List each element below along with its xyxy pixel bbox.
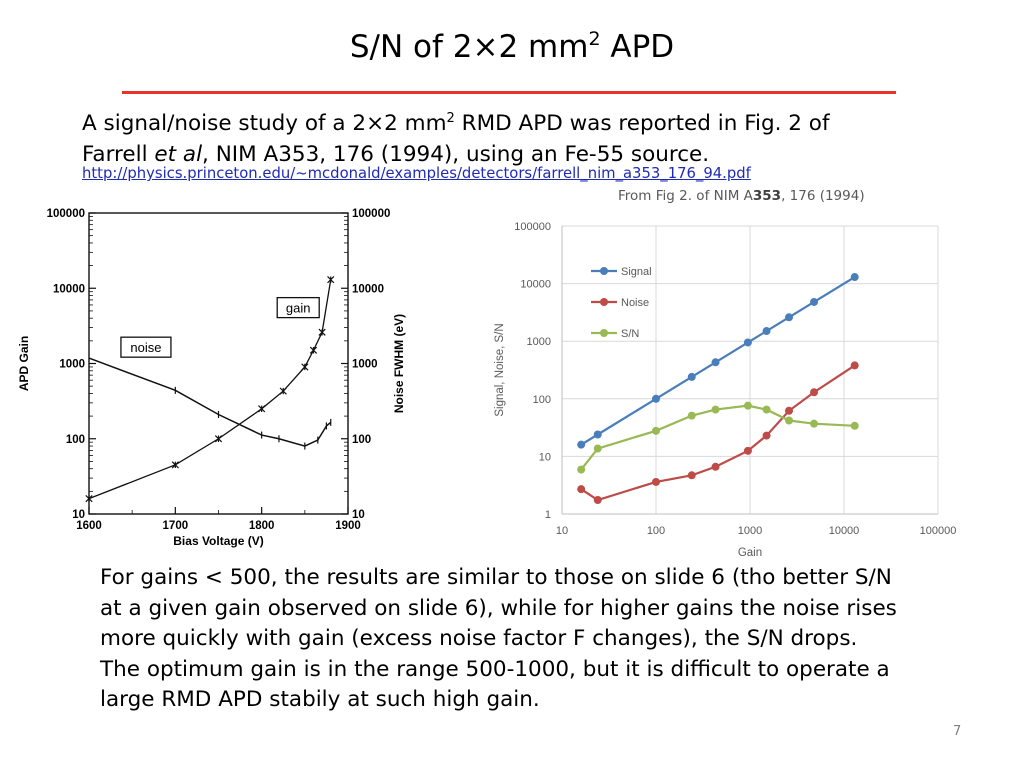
gain-data-point [215, 436, 221, 442]
noise-data-point [652, 478, 660, 486]
x-tick-label: 100000 [919, 525, 957, 537]
conclusion-paragraph-1: For gains < 500, the results are similar to those on slide 6 (tho better S/N at a given gain observed on slide 6), while for higher gains the noise rises more quickly with gain (excess noise factor F changes), the S/N drops. [100, 565, 897, 651]
conclusion-paragraph-2: The optimum gain is in the range 500-1000, but it is difficult to operate a large RMD APD stabily at such high gain. [100, 656, 890, 712]
y-axis-label: Signal, Noise, S/N [494, 323, 506, 417]
noise-data-point [744, 447, 752, 455]
noise-data-point [785, 407, 793, 415]
gain-data-point [302, 364, 308, 370]
y-tick-label-left: 1000 [59, 358, 85, 371]
noise-legend-label: Noise [621, 297, 650, 309]
figure-caption: From Fig 2. of NIM A353, 176 (1994) [618, 188, 865, 204]
y-tick-label: 1000 [526, 336, 551, 349]
signal-data-point [652, 395, 660, 403]
gain-data-point [280, 388, 286, 394]
gain-data-point [310, 347, 316, 353]
signal-data-point [594, 430, 602, 438]
noise-data-point [688, 471, 696, 479]
noise-data-point [712, 463, 720, 471]
x-tick-label: 1700 [162, 520, 189, 532]
s-n-legend-label: S/N [621, 328, 640, 340]
y-tick-label-right: 10000 [352, 283, 384, 296]
slide-title: S/N of 2×2 $mm^2$ APD [349, 28, 675, 65]
y-tick-label: 10 [538, 451, 551, 464]
x-axis-label: Bias Voltage (V) [173, 534, 264, 548]
gain-data-point [86, 495, 92, 501]
page-number: 7 [953, 724, 962, 739]
noise-legend-marker [600, 298, 608, 306]
gain-data-point [328, 276, 334, 282]
y-axis-label-right: Noise FWHM (eV) [392, 313, 406, 414]
y-tick-label-left: 10000 [53, 283, 85, 296]
signal-legend-label: Signal [621, 266, 652, 278]
noise-data-point [810, 388, 818, 396]
y-tick-label-left: 100000 [46, 208, 85, 220]
gain-data-point [172, 462, 178, 468]
s-n-legend-marker [600, 329, 608, 337]
reference-link[interactable]: http://physics.princeton.edu/~mcdonald/examples/detectors/farrell_nim_a353_176_94.pdf [82, 165, 751, 182]
s-n-data-point [810, 420, 818, 428]
conclusion-text [100, 563, 920, 716]
y-tick-label: 1 [544, 509, 551, 521]
x-tick-label: 100 [646, 525, 666, 537]
noise-data-point [763, 432, 771, 440]
x-axis-label: Gain [737, 547, 763, 559]
noise-curve [89, 358, 331, 446]
scanned-gain-noise-figure [10, 200, 410, 555]
noise-data-point [851, 361, 859, 369]
s-n-data-point [712, 406, 720, 414]
y-tick-label: 100 [532, 393, 551, 406]
y-tick-label-right: 1000 [352, 358, 378, 371]
signal-data-point [851, 273, 859, 281]
y-tick-label-right: 10 [352, 509, 365, 521]
signal-data-point [763, 327, 771, 335]
title-underline [122, 91, 896, 94]
gain-label: gain [285, 300, 311, 316]
signal-data-point [744, 338, 752, 346]
s-n-series-line [581, 406, 855, 470]
y-axis-label-left: APD Gain [17, 335, 31, 392]
s-n-data-point [577, 466, 585, 474]
noise-label: noise [130, 340, 162, 356]
signal-data-point [688, 373, 696, 381]
signal-data-point [577, 441, 585, 449]
s-n-data-point [688, 412, 696, 420]
signal-data-point [712, 358, 720, 366]
y-tick-label: 10000 [520, 278, 551, 291]
signal-legend-marker [600, 267, 608, 275]
noise-data-point [594, 496, 602, 504]
intro-text: A signal/noise study of a 2×2 $mm^2$ RMD APD was reported in Fig. 2 of Farrell et al, NIM A353, 176 (1994), using an Fe-55 source. [82, 111, 830, 167]
plot-frame [89, 213, 348, 514]
y-tick-label-left: 10 [72, 509, 85, 521]
x-tick-label: 10 [555, 525, 569, 537]
x-tick-label: 1000 [737, 525, 763, 537]
noise-data-point [577, 485, 585, 493]
y-tick-label: 100000 [514, 221, 551, 233]
signal-data-point [785, 313, 793, 321]
y-tick-label-right: 100 [352, 433, 372, 446]
x-tick-label: 10000 [828, 525, 860, 537]
noise-series-line [581, 365, 855, 500]
y-tick-label-left: 100 [65, 433, 85, 446]
signal-noise-sn-chart [488, 212, 968, 564]
s-n-data-point [763, 406, 771, 414]
s-n-data-point [744, 402, 752, 410]
s-n-data-point [594, 445, 602, 453]
x-tick-label: 1800 [248, 520, 275, 532]
gain-data-point [258, 406, 264, 412]
x-tick-label: 1900 [335, 520, 361, 532]
signal-data-point [810, 298, 818, 306]
s-n-data-point [652, 427, 660, 435]
y-tick-label-right: 100000 [352, 208, 391, 220]
s-n-data-point [785, 417, 793, 425]
gain-data-point [319, 329, 325, 335]
x-tick-label: 1600 [76, 520, 102, 532]
s-n-data-point [851, 422, 859, 430]
